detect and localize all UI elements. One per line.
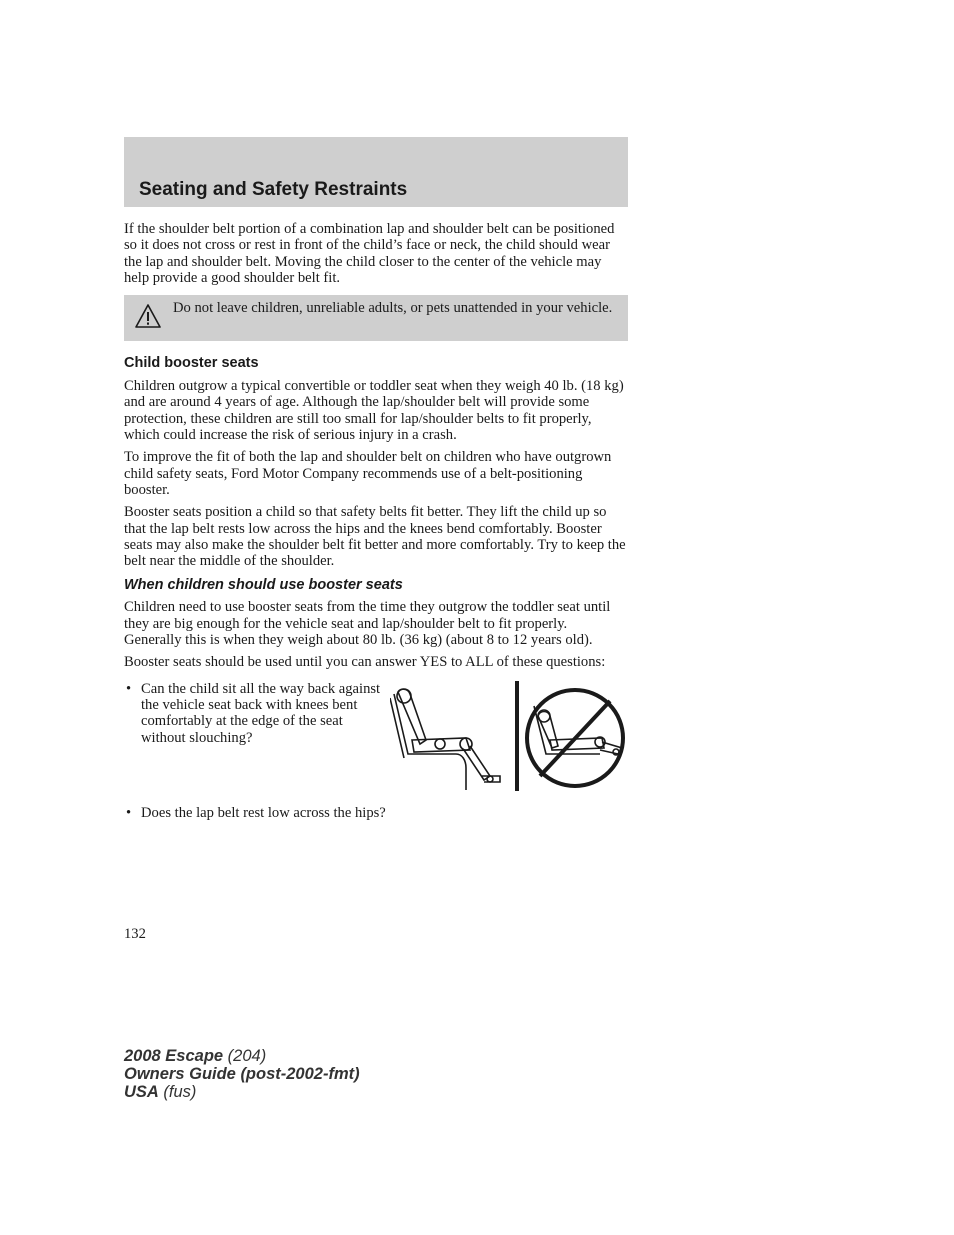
footer-line-model	[124, 1047, 360, 1065]
warning-triangle-icon	[135, 303, 161, 329]
booster-seat-illustration	[390, 676, 630, 792]
page-content	[124, 221, 628, 821]
when-paragraph: Booster seats should be used until you can answer YES to ALL of these questions:	[124, 654, 606, 671]
footer-market: USA	[124, 1083, 159, 1101]
footer-guide: Owners Guide (post-2002-fmt)	[124, 1065, 360, 1083]
bullet-dot: •	[126, 680, 132, 697]
incorrect-seating-figure	[527, 690, 623, 786]
bullet-text: Does the lap belt rest low across the hips?	[141, 804, 386, 821]
bullet-dot: •	[126, 804, 132, 821]
footer-market-code: (fus)	[158, 1083, 197, 1101]
footer-line-guide	[124, 1065, 360, 1083]
correct-seating-figure	[390, 689, 500, 790]
section-title: Seating and Safety Restraints	[139, 179, 408, 200]
figure-divider	[515, 681, 519, 791]
booster-paragraph: To improve the fit of both the lap and shoulder belt on children who have outgrown child safety seats, Ford Motor Company recommends use of a belt-positioning booster.	[124, 449, 612, 498]
footer-line-market	[124, 1083, 360, 1101]
bullet-with-figure	[124, 681, 628, 805]
when-to-use-heading: When children should use booster seats	[124, 577, 403, 594]
bullet-text: Can the child sit all the way back against the vehicle seat back with knees bent comfortably at the edge of the seat without slouching?	[141, 680, 381, 746]
footer-model-code: (204)	[223, 1047, 267, 1065]
booster-seats-heading: Child booster seats	[124, 355, 259, 372]
bullet-item	[124, 681, 381, 746]
warning-box	[124, 295, 628, 341]
footer-model: 2008 Escape	[124, 1047, 224, 1065]
booster-paragraph: Children outgrow a typical convertible or toddler seat when they weigh 40 lb. (18 kg) and are around 4 years of age. Although the lap/shoulder belt will provide some protection, these children are still too small for lap/shoulder belts to fit properly, which could increase the risk of serious injury in a crash.	[124, 378, 624, 444]
when-paragraph: Children need to use booster seats from the time they outgrow the toddler seat until they are big enough for the vehicle seat and lap/shoulder belt to fit properly. Generally this is when they weigh about 80 lb. (36 kg) (about 8 to 12 years old).	[124, 599, 611, 649]
warning-text: Do not leave children, unreliable adults, or pets unattended in your vehicle.	[173, 300, 613, 317]
bullet-item	[124, 805, 628, 821]
document-footer	[124, 1047, 360, 1101]
page-number: 132	[124, 926, 146, 942]
intro-paragraph: If the shoulder belt portion of a combination lap and shoulder belt can be positioned so it does not cross or rest in front of the child’s face or neck, the child should wear the lap and shoulder belt. Moving the child closer to the center of the vehicle may help provide a good shoulder belt fit.	[124, 221, 615, 286]
booster-paragraph: Booster seats position a child so that safety belts fit better. They lift the child up so that the lap belt rests low across the hips and the knees bend comfortably. Booster seats may also make the shoulder belt fit better and more comfortably. Try to keep the belt near the middle of the shoulder.	[124, 504, 626, 570]
section-header-band	[124, 137, 628, 207]
